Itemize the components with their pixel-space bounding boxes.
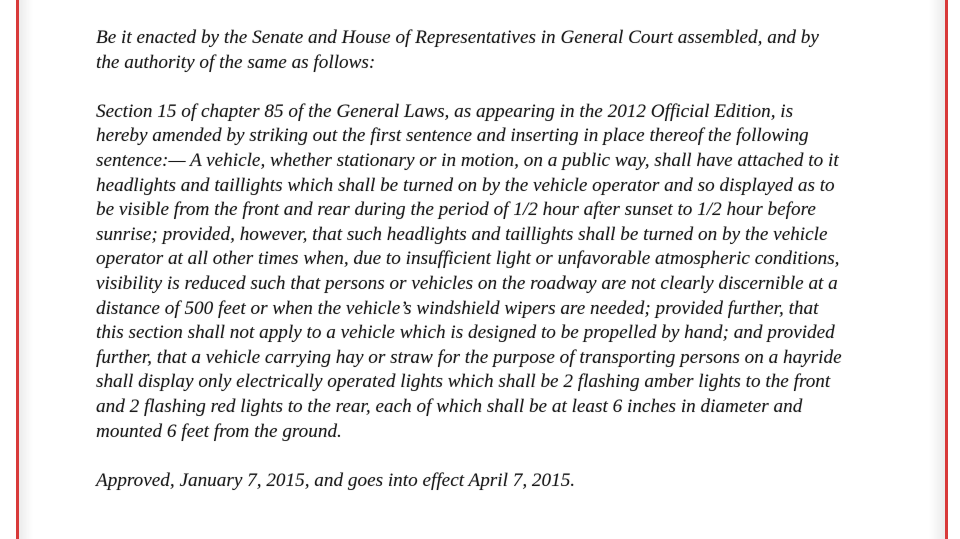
right-red-border [945,0,948,539]
text-line: further, that a vehicle carrying hay or straw for the purpose of transporting persons on a hayride [96,346,842,368]
text-line: and 2 flashing red lights to the rear, each of which shall be at least 6 inches in diameter and [96,395,803,417]
text-line: hereby amended by striking out the first sentence and inserting in place thereof the following [96,125,809,147]
right-page-shadow [929,0,945,539]
text-line: this section shall not apply to a vehicle which is designed to be propelled by hand; and provided [96,322,835,344]
enacting-clause [96,26,886,75]
legal-text-block [96,26,886,493]
text-line: be visible from the front and rear during the period of 1/2 hour after sunset to 1/2 hour before [96,199,816,221]
text-line: headlights and taillights which shall be turned on by the vehicle operator and so displayed as to [96,174,835,196]
approval-line [96,469,886,494]
text-line: sentence:— A vehicle, whether stationary or in motion, on a public way, shall have attached to it [96,149,839,171]
text-line: visibility is reduced such that persons or vehicles on the roadway are not clearly discernible at a [96,272,838,294]
text-line: Approved, January 7, 2015, and goes into effect April 7, 2015. [96,469,576,491]
text-line: distance of 500 feet or when the vehicle’s windshield wipers are needed; provided further, that [96,297,819,319]
text-line: shall display only electrically operated lights which shall be 2 flashing amber lights to the front [96,371,831,393]
text-line: Section 15 of chapter 85 of the General Laws, as appearing in the 2012 Official Edition, is [96,100,794,122]
text-line: the authority of the same as follows: [96,51,376,73]
section-amendment-paragraph [96,100,886,444]
text-line: operator at all other times when, due to insufficient light or unfavorable atmospheric conditions, [96,248,840,270]
text-line: mounted 6 feet from the ground. [96,420,342,442]
text-line: Be it enacted by the Senate and House of Representatives in General Court assembled, and by [96,27,819,48]
text-line: sunrise; provided, however, that such headlights and taillights shall be turned on by the vehicle [96,223,828,245]
left-page-shadow [19,0,33,539]
